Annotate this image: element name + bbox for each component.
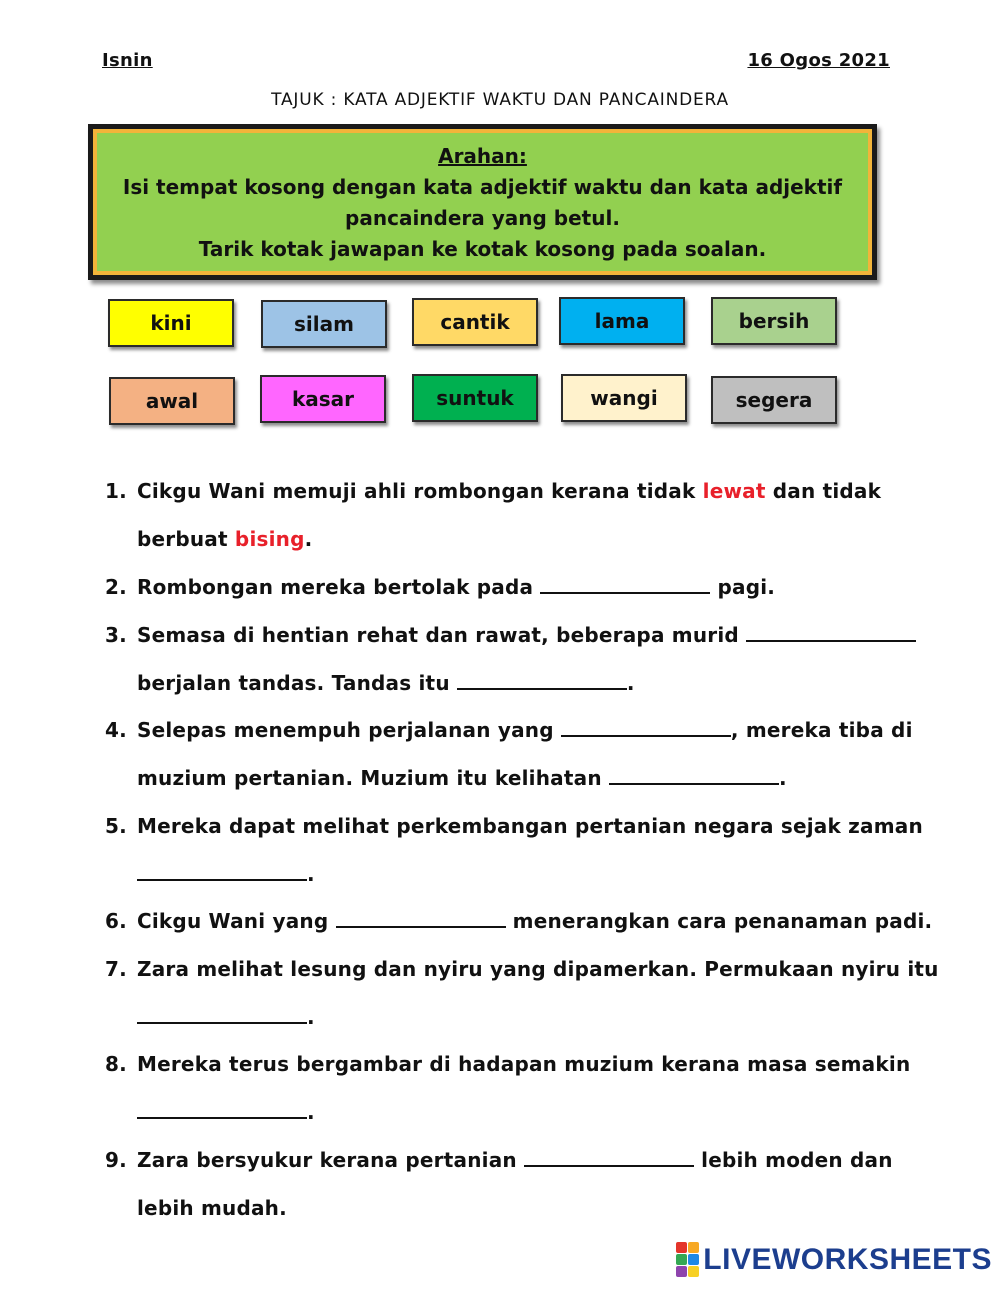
answer-blank[interactable] <box>137 859 307 881</box>
logo-square <box>688 1254 699 1265</box>
question-9: 9. Zara bersyukur kerana pertanian lebih moden dan lebih mudah. <box>105 1136 905 1232</box>
logo-square <box>688 1266 699 1277</box>
answer-chip-awal[interactable]: awal <box>109 377 235 425</box>
answer-chip-wangi[interactable]: wangi <box>561 374 687 422</box>
logo-square <box>676 1242 687 1253</box>
instructions-box <box>88 124 877 280</box>
answer-chip-kasar[interactable]: kasar <box>260 375 386 423</box>
instructions-line-1: Isi tempat kosong dengan kata adjektif waktu dan kata adjektif <box>122 175 843 199</box>
answer-chip-cantik[interactable]: cantik <box>412 298 538 346</box>
answer-chip-segera[interactable]: segera <box>711 376 837 424</box>
answer-blank[interactable] <box>336 906 506 928</box>
answer-chip-bersih[interactable]: bersih <box>711 297 837 345</box>
date-label: 16 Ogos 2021 <box>747 50 890 71</box>
answer-chip-kini[interactable]: kini <box>108 299 234 347</box>
answer-blank[interactable] <box>524 1145 694 1167</box>
day-label: Isnin <box>102 50 153 71</box>
brand-wordmark: LIVEWORKSHEETS <box>703 1242 992 1276</box>
answer-blank[interactable] <box>609 763 779 785</box>
highlight-word: bising <box>234 527 305 551</box>
logo-square <box>676 1266 687 1277</box>
answer-chip-suntuk[interactable]: suntuk <box>412 374 538 422</box>
instructions-line-2: pancaindera yang betul. <box>345 206 620 230</box>
instructions-heading: Arahan: <box>438 144 527 168</box>
question-5: 5. Mereka dapat melihat perkembangan pertanian negara sejak zaman . <box>105 814 923 886</box>
page-title: TAJUK : KATA ADJEKTIF WAKTU DAN PANCAINDERA <box>271 90 729 110</box>
question-1: 1. Cikgu Wani memuji ahli rombongan kerana tidak lewat dan tidak berbuat bising. <box>105 479 882 551</box>
highlight-word: lewat <box>702 479 766 503</box>
question-8: 8. Mereka terus bergambar di hadapan muzium kerana masa semakin . <box>105 1052 911 1124</box>
question-3: 3. Semasa di hentian rehat dan rawat, beberapa murid berjalan tandas. Tandas itu . <box>105 611 905 707</box>
question-6: 6. Cikgu Wani yang menerangkan cara penanaman padi. <box>105 897 905 945</box>
answer-blank[interactable] <box>540 572 710 594</box>
answer-blank[interactable] <box>137 1002 307 1024</box>
logo-square <box>688 1242 699 1253</box>
answer-blank[interactable] <box>137 1097 307 1119</box>
answer-blank[interactable] <box>746 620 916 642</box>
answer-blank[interactable] <box>561 715 731 737</box>
question-7: 7. Zara melihat lesung dan nyiru yang dipamerkan. Permukaan nyiru itu . <box>105 957 939 1029</box>
answer-chip-silam[interactable]: silam <box>261 300 387 348</box>
answer-blank[interactable] <box>457 668 627 690</box>
logo-square <box>676 1254 687 1265</box>
question-2: 2. Rombongan mereka bertolak pada pagi. <box>105 563 905 611</box>
liveworksheets-brand <box>676 1242 992 1277</box>
instructions-line-3: Tarik kotak jawapan ke kotak kosong pada soalan. <box>198 237 767 261</box>
liveworksheets-logo-icon <box>676 1242 699 1277</box>
question-4: 4. Selepas menempuh perjalanan yang , mereka tiba di muzium pertanian. Muzium itu kelihatan . <box>105 706 905 802</box>
answer-chip-lama[interactable]: lama <box>559 297 685 345</box>
